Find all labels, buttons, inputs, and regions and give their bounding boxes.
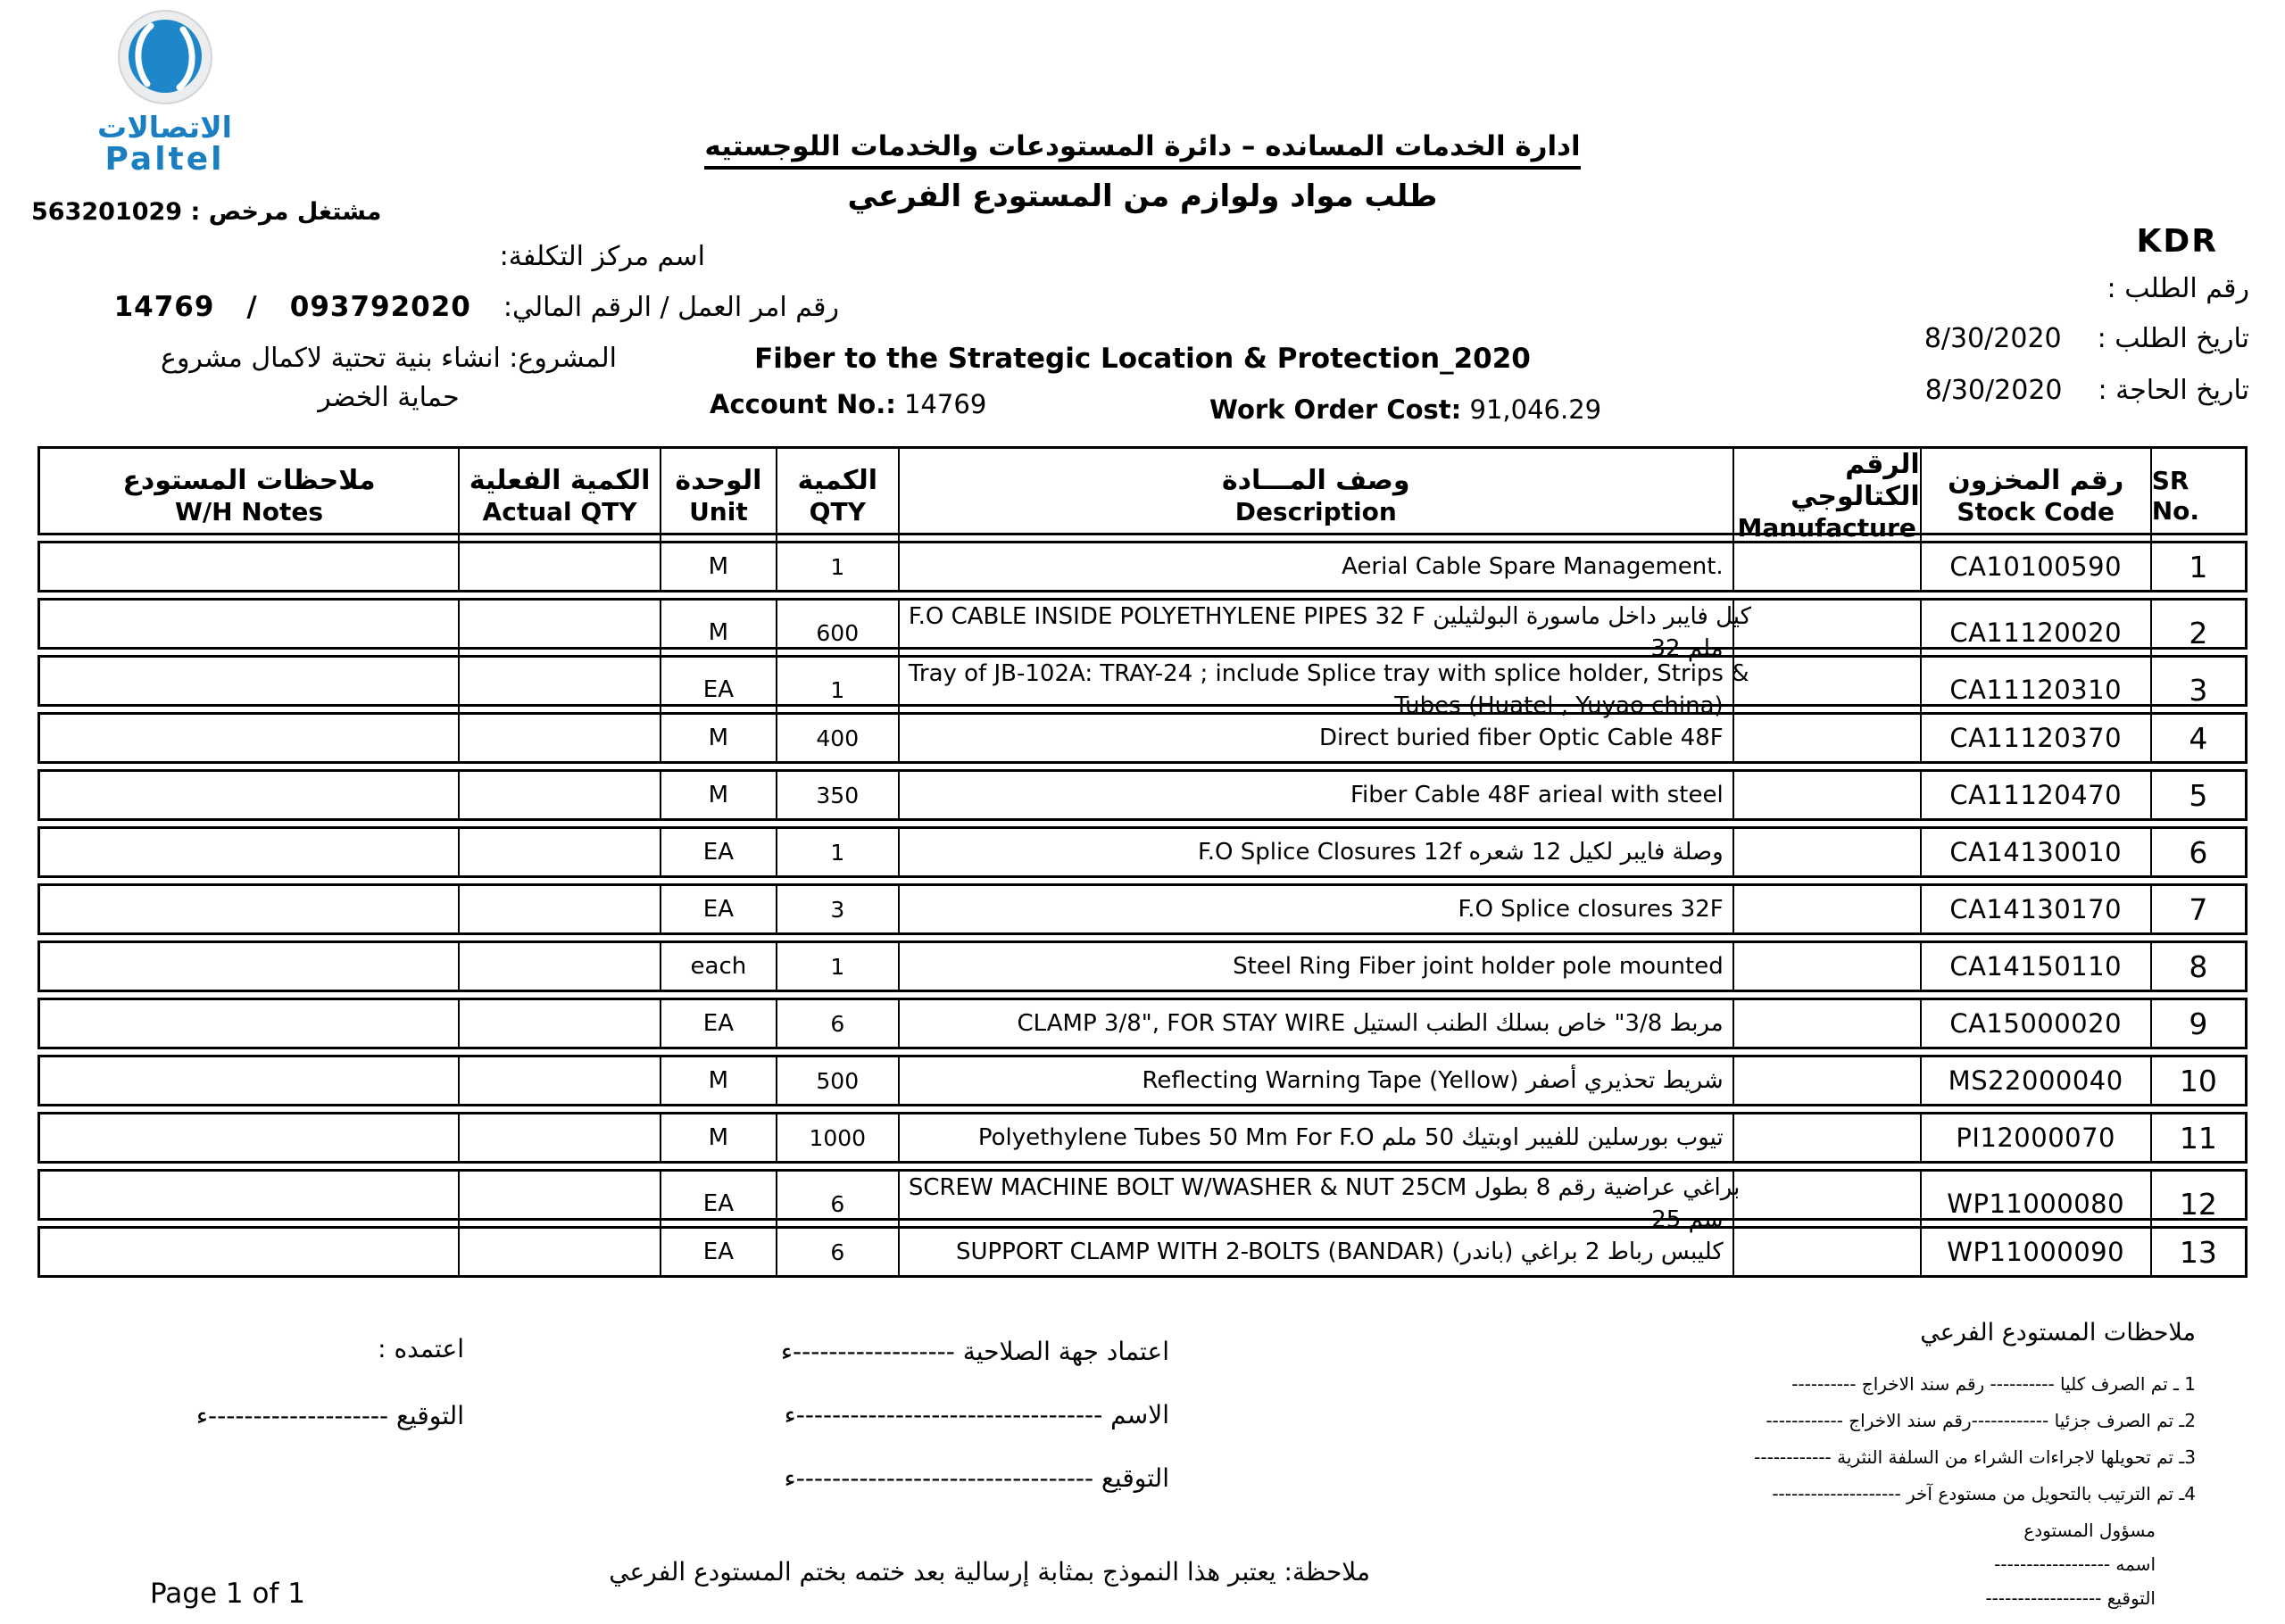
cell-unit: M bbox=[660, 1057, 776, 1104]
materials-table bbox=[37, 446, 2248, 1278]
cell-stock-code: PI12000070 bbox=[1920, 1114, 2150, 1161]
table-row bbox=[37, 1112, 2248, 1164]
cell-sr-no: 8 bbox=[2150, 943, 2245, 990]
region-code: KDR bbox=[2136, 223, 2218, 260]
cell-sr-no: 1 bbox=[2150, 543, 2245, 590]
cell-wh-notes bbox=[40, 1114, 458, 1161]
header-qty: الكمية QTY bbox=[776, 449, 898, 543]
cell-wh-notes bbox=[40, 543, 458, 590]
cell-description bbox=[898, 543, 1732, 590]
table-row bbox=[37, 541, 2248, 592]
account-label: Account No.: bbox=[710, 389, 896, 419]
header-manufacture: الرقم الكتالوجي Manufacture bbox=[1732, 449, 1920, 543]
cell-qty: 6 bbox=[776, 1229, 898, 1275]
licensed-operator-number: مشتغل مرخص : 563201029 bbox=[31, 198, 382, 226]
cell-unit: EA bbox=[660, 658, 776, 722]
request-date-value: 8/30/2020 bbox=[1924, 323, 2062, 354]
cell-actual-qty bbox=[458, 715, 660, 761]
cell-manufacture bbox=[1732, 1114, 1920, 1161]
cell-qty: 1 bbox=[776, 943, 898, 990]
cell-description bbox=[898, 601, 1752, 665]
cell-wh-notes bbox=[40, 715, 458, 761]
cell-unit: each bbox=[660, 943, 776, 990]
cell-description bbox=[898, 886, 1732, 932]
page-number: Page 1 of 1 bbox=[150, 1578, 305, 1610]
description-line: Reflecting Warning Tape (Yellow) شريط تحذيري أصفر bbox=[1142, 1067, 1724, 1094]
cost-value: 91,046.29 bbox=[1469, 394, 1602, 425]
work-order-label: رقم امر العمل / الرقم المالي: bbox=[503, 292, 839, 323]
description-line: F.O Splice Closures 12f وصلة فايبر لكيل 12 شعره bbox=[1197, 839, 1724, 866]
cell-stock-code: CA11120370 bbox=[1920, 715, 2150, 761]
table-row bbox=[37, 1226, 2248, 1278]
cell-sr-no: 6 bbox=[2150, 829, 2245, 875]
cell-qty: 400 bbox=[776, 715, 898, 761]
form-title: طلب مواد ولوازم من المستودع الفرعي bbox=[847, 178, 1438, 214]
cell-sr-no: 4 bbox=[2150, 715, 2245, 761]
warehouse-note-4: 4ـ تم الترتيب بالتحويل من مستودع آخر -------------------- bbox=[1772, 1483, 2196, 1504]
cell-sr-no: 10 bbox=[2150, 1057, 2245, 1104]
table-row bbox=[37, 940, 2248, 992]
description-line: SUPPORT CLAMP WITH 2-BOLTS (BANDAR) كليبس رباط 2 براغي (باندر) bbox=[955, 1239, 1724, 1265]
header-stock-code: رقم المخزون Stock Code bbox=[1920, 449, 2150, 543]
cell-sr-no: 11 bbox=[2150, 1114, 2245, 1161]
cell-description bbox=[898, 772, 1732, 818]
warehouse-notes-block bbox=[1754, 1319, 2196, 1621]
cost-label: Work Order Cost: bbox=[1209, 394, 1462, 425]
cell-qty: 500 bbox=[776, 1057, 898, 1104]
cell-qty: 1 bbox=[776, 658, 898, 722]
cell-actual-qty bbox=[458, 601, 660, 665]
cell-actual-qty bbox=[458, 1172, 660, 1236]
request-no-label: رقم الطلب : bbox=[2106, 273, 2249, 304]
cell-qty: 350 bbox=[776, 772, 898, 818]
description-line: CLAMP 3/8", FOR STAY WIRE مربط 3/8" خاص بسلك الطنب الستيل bbox=[1017, 1010, 1724, 1037]
cell-qty: 6 bbox=[776, 1000, 898, 1047]
cell-sr-no: 7 bbox=[2150, 886, 2245, 932]
warehouse-note-2: 2ـ تم الصرف جزئيا ------------رقم سند الاخراج ------------ bbox=[1766, 1410, 2196, 1431]
approved-by-label: اعتمده : bbox=[378, 1334, 464, 1363]
cell-unit: EA bbox=[660, 1000, 776, 1047]
description-line: Fiber Cable 48F arieal with steel bbox=[1350, 782, 1724, 808]
cell-description bbox=[898, 1229, 1732, 1275]
work-order-row bbox=[114, 291, 839, 323]
cell-unit: EA bbox=[660, 1172, 776, 1236]
table-row bbox=[37, 1055, 2248, 1106]
logo-latin-wordmark: Paltel bbox=[104, 141, 225, 178]
cell-actual-qty bbox=[458, 829, 660, 875]
cell-stock-code: CA10100590 bbox=[1920, 543, 2150, 590]
cell-unit: EA bbox=[660, 886, 776, 932]
table-row bbox=[37, 769, 2248, 821]
description-line: SCREW MACHINE BOLT W/WASHER & NUT 25CM براغي عراضية رقم 8 بطول bbox=[908, 1174, 1741, 1201]
need-date-value: 8/30/2020 bbox=[1924, 375, 2063, 406]
request-date-row bbox=[1924, 323, 2249, 354]
description-line: Steel Ring Fiber joint holder pole mounted bbox=[1233, 953, 1724, 980]
cell-stock-code: CA11120020 bbox=[1920, 601, 2150, 665]
cell-description bbox=[898, 829, 1732, 875]
description-line: Aerial Cable Spare Management. bbox=[1342, 553, 1724, 580]
need-date-row bbox=[1925, 375, 2249, 406]
cell-unit: M bbox=[660, 715, 776, 761]
cell-sr-no: 13 bbox=[2150, 1229, 2245, 1275]
cell-unit: EA bbox=[660, 829, 776, 875]
bottom-note: ملاحظة: يعتبر هذا النموذج بمثابة إرسالية بعد ختمه بختم المستودع الفرعي bbox=[609, 1557, 1370, 1587]
cell-qty: 1000 bbox=[776, 1114, 898, 1161]
warehouse-manager-sign-line: التوقيع ------------------ bbox=[1985, 1587, 2156, 1609]
cell-manufacture bbox=[1732, 715, 1920, 761]
description-line: F.O CABLE INSIDE POLYETHYLENE PIPES 32 F كيل فايبر داخل ماسورة البولثيلين bbox=[908, 603, 1752, 630]
cell-sr-no: 12 bbox=[2150, 1172, 2245, 1236]
cell-manufacture bbox=[1732, 601, 1920, 665]
cell-stock-code: WP11000090 bbox=[1920, 1229, 2150, 1275]
table-header bbox=[37, 446, 2248, 543]
cell-stock-code: CA14130170 bbox=[1920, 886, 2150, 932]
header-description: وصف المـــادة Description bbox=[898, 449, 1732, 543]
cell-qty: 600 bbox=[776, 601, 898, 665]
header-sr-no: SR No. bbox=[2150, 449, 2245, 543]
project-name-ar: المشروع: انشاء بنية تحتية لاكمال مشروع حماية الخضر bbox=[161, 343, 617, 413]
cell-manufacture bbox=[1732, 943, 1920, 990]
need-date-label: تاريخ الحاجة : bbox=[2098, 375, 2249, 406]
cell-description bbox=[898, 1172, 1741, 1236]
cell-wh-notes bbox=[40, 886, 458, 932]
warehouse-note-3: 3ـ تم تحويلها لاجراءات الشراء من السلفة النثرية ------------ bbox=[1754, 1446, 2196, 1468]
cell-actual-qty bbox=[458, 543, 660, 590]
cell-sr-no: 5 bbox=[2150, 772, 2245, 818]
work-order-cost-row bbox=[1209, 394, 1601, 425]
description-overflow-line: Tubes (Huatel , Yuyao china) bbox=[1394, 692, 1724, 719]
cell-unit: M bbox=[660, 601, 776, 665]
cell-description bbox=[898, 658, 1749, 722]
cell-wh-notes bbox=[40, 1229, 458, 1275]
project-title-en: Fiber to the Strategic Location & Protection_2020 bbox=[754, 343, 1531, 375]
cell-wh-notes bbox=[40, 601, 458, 665]
cell-sr-no: 3 bbox=[2150, 658, 2245, 722]
cell-qty: 6 bbox=[776, 1172, 898, 1236]
logo-arabic-wordmark: الاتصالات bbox=[97, 110, 232, 145]
cell-manufacture bbox=[1732, 829, 1920, 875]
cell-actual-qty bbox=[458, 943, 660, 990]
work-order-number: 093792020 bbox=[289, 291, 471, 323]
cell-qty: 3 bbox=[776, 886, 898, 932]
cell-description bbox=[898, 1114, 1732, 1161]
cell-manufacture bbox=[1732, 543, 1920, 590]
work-order-separator: / bbox=[246, 291, 258, 323]
warehouse-manager-label: مسؤول المستودع bbox=[2023, 1520, 2156, 1541]
cell-unit: M bbox=[660, 772, 776, 818]
cell-manufacture bbox=[1732, 886, 1920, 932]
header-actual-qty: الكمية الفعلية Actual QTY bbox=[458, 449, 660, 543]
department-title: ادارة الخدمات المسانده – دائرة المستودعات والخدمات اللوجستيه bbox=[625, 130, 1660, 162]
financial-number: 14769 bbox=[113, 291, 215, 323]
cell-sr-no: 2 bbox=[2150, 601, 2245, 665]
cell-stock-code: CA11120310 bbox=[1920, 658, 2150, 722]
cell-description bbox=[898, 943, 1732, 990]
cell-unit: EA bbox=[660, 1229, 776, 1275]
cell-manufacture bbox=[1732, 772, 1920, 818]
cell-stock-code: CA15000020 bbox=[1920, 1000, 2150, 1047]
description-overflow-line: 32 ملم bbox=[1650, 635, 1724, 662]
cell-actual-qty bbox=[458, 1229, 660, 1275]
cell-description bbox=[898, 1000, 1732, 1047]
warehouse-manager-name-line: اسمه ------------------ bbox=[1994, 1554, 2156, 1575]
cell-qty: 1 bbox=[776, 829, 898, 875]
account-value: 14769 bbox=[904, 389, 987, 419]
cell-actual-qty bbox=[458, 1057, 660, 1104]
cell-qty: 1 bbox=[776, 543, 898, 590]
cell-actual-qty bbox=[458, 1000, 660, 1047]
authority-signature-block bbox=[781, 1337, 1169, 1527]
cell-stock-code: CA14150110 bbox=[1920, 943, 2150, 990]
signature-line: التوقيع ---------------------------------ء bbox=[784, 1463, 1169, 1493]
cell-manufacture bbox=[1732, 1229, 1920, 1275]
cell-description bbox=[898, 715, 1732, 761]
request-date-label: تاريخ الطلب : bbox=[2097, 323, 2249, 354]
cell-actual-qty bbox=[458, 772, 660, 818]
table-row bbox=[37, 712, 2248, 764]
cell-actual-qty bbox=[458, 886, 660, 932]
cell-sr-no: 9 bbox=[2150, 1000, 2245, 1047]
request-no-row bbox=[2072, 273, 2249, 304]
cell-manufacture bbox=[1732, 658, 1920, 722]
table-row bbox=[37, 655, 2248, 719]
table-row bbox=[37, 598, 2248, 662]
table-body bbox=[37, 541, 2248, 1278]
cell-wh-notes bbox=[40, 943, 458, 990]
cell-wh-notes bbox=[40, 1000, 458, 1047]
description-line: F.O Splice closures 32F bbox=[1458, 896, 1724, 923]
cell-wh-notes bbox=[40, 1172, 458, 1236]
cell-actual-qty bbox=[458, 658, 660, 722]
cell-unit: M bbox=[660, 543, 776, 590]
cell-manufacture bbox=[1732, 1172, 1920, 1236]
table-row bbox=[37, 883, 2248, 935]
cell-wh-notes bbox=[40, 772, 458, 818]
description-line: Tray of JB-102A: TRAY-24 ; include Splice tray with splice holder, Strips & bbox=[908, 660, 1749, 687]
table-row bbox=[37, 998, 2248, 1049]
approved-signature-line: التوقيع --------------------ء bbox=[195, 1401, 464, 1430]
cell-stock-code: CA14130010 bbox=[1920, 829, 2150, 875]
cell-actual-qty bbox=[458, 1114, 660, 1161]
cell-wh-notes bbox=[40, 1057, 458, 1104]
account-row bbox=[710, 389, 986, 419]
cell-wh-notes bbox=[40, 829, 458, 875]
cell-stock-code: MS22000040 bbox=[1920, 1057, 2150, 1104]
cell-description bbox=[898, 1057, 1732, 1104]
header-wh-notes: ملاحظات المستودع W/H Notes bbox=[122, 465, 376, 526]
warehouse-notes-title: ملاحظات المستودع الفرعي bbox=[1920, 1319, 2196, 1346]
header-unit: الوحدة Unit bbox=[660, 449, 776, 543]
cost-center-label: اسم مركز التكلفة: bbox=[499, 241, 705, 272]
table-row bbox=[37, 826, 2248, 878]
cell-manufacture bbox=[1732, 1057, 1920, 1104]
cell-wh-notes bbox=[40, 658, 458, 722]
cell-unit: M bbox=[660, 1114, 776, 1161]
authority-approval-line: اعتماد جهة الصلاحية ------------------ء bbox=[780, 1337, 1169, 1366]
name-line: الاسم ----------------------------------ء bbox=[784, 1400, 1169, 1429]
paltel-globe-icon bbox=[98, 9, 232, 107]
paltel-logo bbox=[82, 9, 247, 177]
cell-stock-code: WP11000080 bbox=[1920, 1172, 2150, 1236]
table-row bbox=[37, 1169, 2248, 1233]
description-line: Polyethylene Tubes 50 Mm For F.O تيوب بورسلين للفيبر اوبتيك 50 ملم bbox=[977, 1124, 1724, 1151]
description-overflow-line: 25 سم bbox=[1651, 1206, 1724, 1233]
cell-stock-code: CA11120470 bbox=[1920, 772, 2150, 818]
warehouse-note-1: 1 ـ تم الصرف كليا ---------- رقم سند الاخراج ---------- bbox=[1791, 1373, 2196, 1395]
description-line: Direct buried fiber Optic Cable 48F bbox=[1319, 725, 1724, 751]
cell-manufacture bbox=[1732, 1000, 1920, 1047]
